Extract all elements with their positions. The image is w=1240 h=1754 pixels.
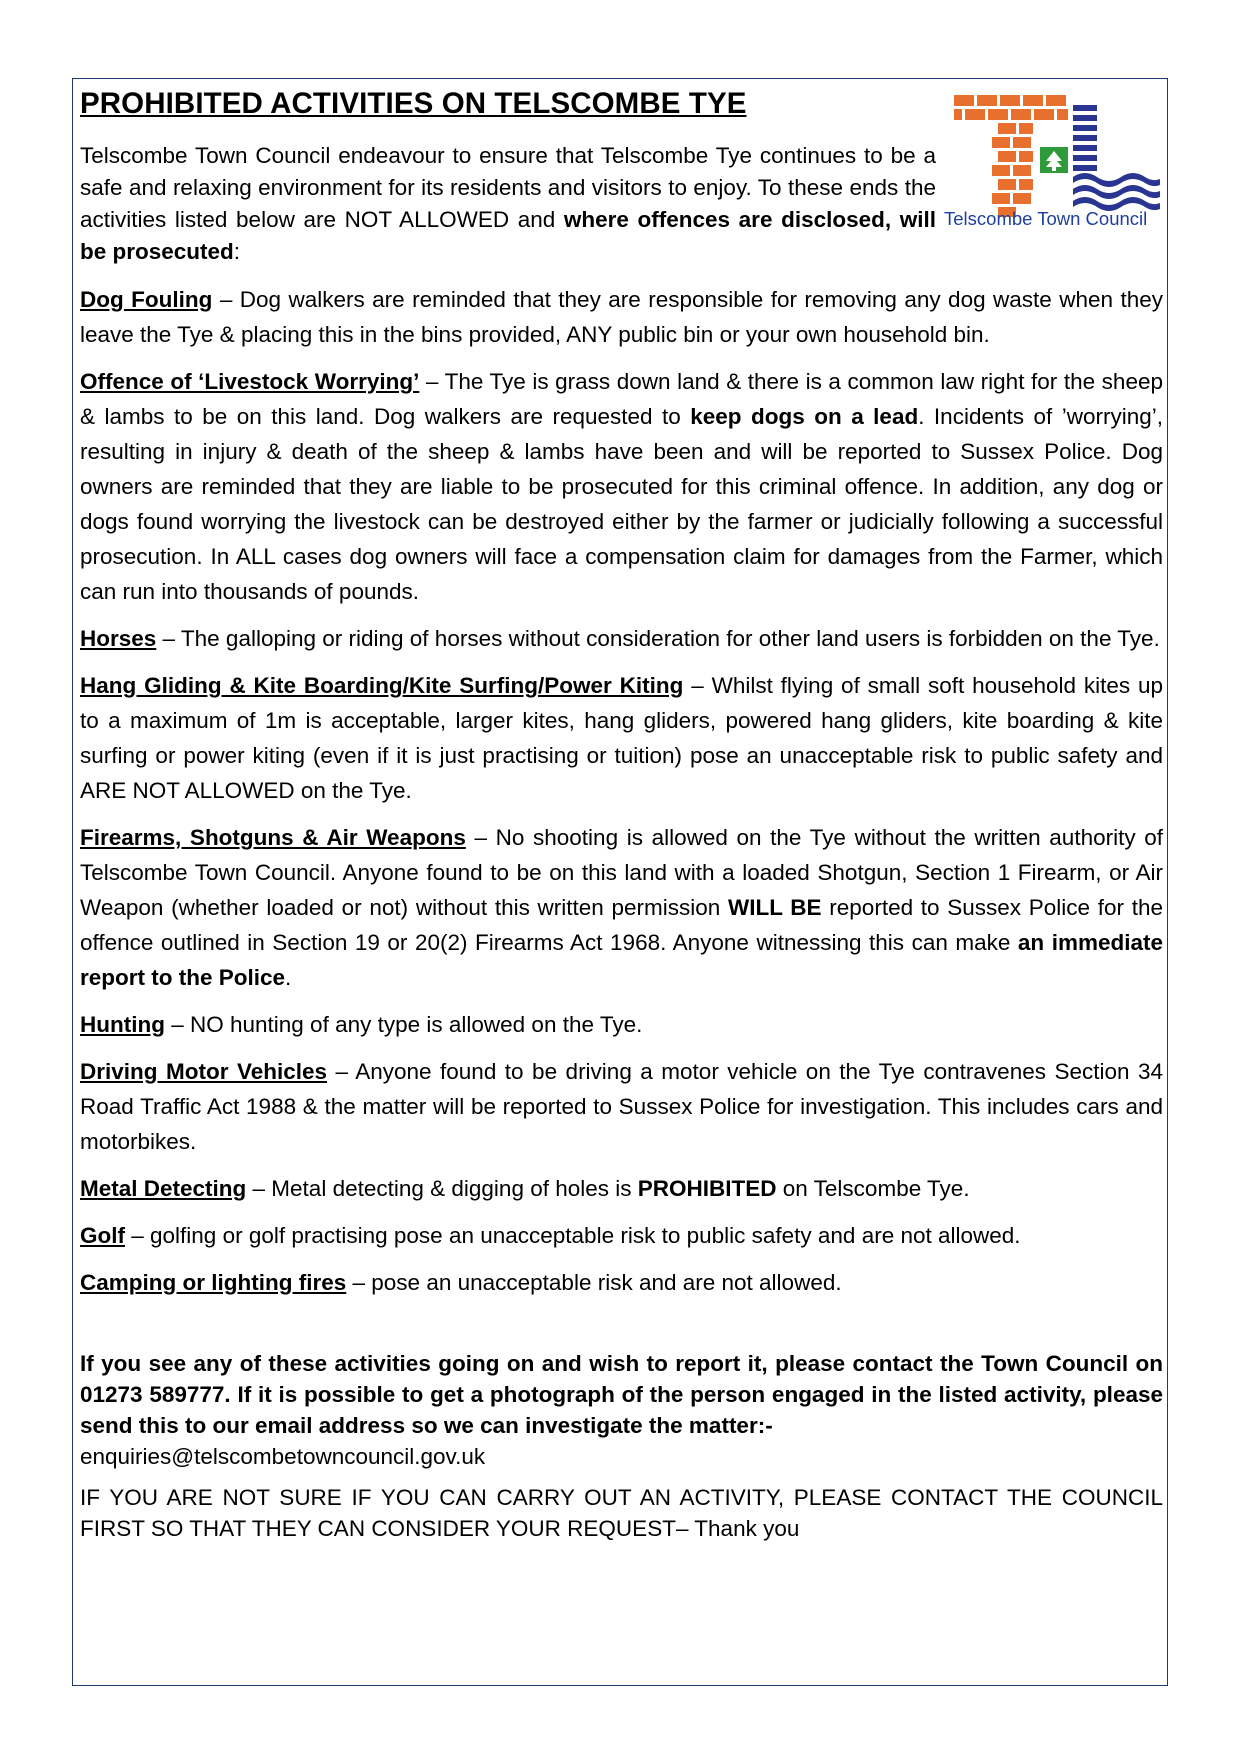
- section-text: – No shooting is allowed on the Tye without the written authority of Telscombe Town Council. Anyone found to be on this land with a loaded Shotgun, Section 1 Firearm, or Air Weapon (whether loaded or not) without this written permission: [80, 825, 1163, 920]
- section-bold: an immediate report to the Police: [80, 930, 1163, 990]
- section-heading: Driving Motor Vehicles: [80, 1059, 328, 1084]
- intro-bold: where offences are disclosed, will be prosecuted: [80, 207, 936, 264]
- section-text: – pose an unacceptable risk and are not allowed.: [346, 1270, 842, 1295]
- page-title: PROHIBITED ACTIVITIES ON TELSCOMBE TYE: [80, 87, 747, 120]
- section-text: – Anyone found to be driving a motor vehicle on the Tye contravenes Section 34 Road Traffic Act 1988 & the matter will be reported to Sussex Police for investigation. This includes cars and motorbikes.: [80, 1059, 1163, 1154]
- section-text: – golfing or golf practising pose an unacceptable risk to public safety and are not allowed.: [125, 1223, 1021, 1248]
- final-notice: IF YOU ARE NOT SURE IF YOU CAN CARRY OUT AN ACTIVITY, PLEASE CONTACT THE COUNCIL FIRST SO THAT THEY CAN CONSIDER YOUR REQUEST– Thank you: [80, 1485, 1163, 1541]
- section-heading: Hunting: [80, 1012, 165, 1037]
- section-text: – NO hunting of any type is allowed on the Tye.: [164, 1012, 643, 1037]
- section-heading: Hang Gliding & Kite Boarding/Kite Surfing/Power Kiting: [80, 673, 684, 698]
- section-text: – The Tye is grass down land & there is a common law right for the sheep & lambs to be on this land. Dog walkers are requested to: [80, 369, 1163, 429]
- intro-text: Telscombe Town Council endeavour to ensure that Telscombe Tye continues to be a safe and relaxing environment for its residents and visitors to enjoy. To these ends the activities listed below are NOT ALLOWED and: [80, 143, 936, 232]
- wave-l-icon: [1073, 105, 1160, 211]
- section-metal-detecting: [80, 1171, 1163, 1206]
- section-text: – Metal detecting & digging of holes is: [246, 1176, 638, 1201]
- section-heading: Horses: [80, 626, 157, 651]
- section-text: on Telscombe Tye.: [776, 1176, 970, 1201]
- section-bold: WILL BE: [728, 895, 822, 920]
- notice-content: [80, 82, 1163, 1544]
- section-text: – The galloping or riding of horses without consideration for other land users is forbidden on the Tye.: [156, 626, 1160, 651]
- email-address[interactable]: enquiries@telscombetowncouncil.gov.uk: [80, 1444, 486, 1469]
- section-text: – Dog walkers are reminded that they are responsible for removing any dog waste when they leave the Tye & placing this in the bins provided, ANY public bin or your own household bin.: [80, 287, 1163, 347]
- section-text: – Whilst flying of small soft household kites up to a maximum of 1m is acceptable, larger kites, hang gliders, powered hang gliders, kite boarding & kite surfing or power kiting (even if it is just practising or tuition) pose an unacceptable risk to public safety and ARE NOT ALLOWED on the Tye.: [80, 673, 1163, 803]
- section-golf: [80, 1218, 1163, 1253]
- contact-text: If you see any of these activities going on and wish to report it, please contact the Town Council on 01273 589777. If it is possible to get a photograph of the person engaged in the listed activity, please send this to our email address so we can investigate the matter:-: [80, 1351, 1163, 1438]
- section-heading: Offence of ‘Livestock Worrying’: [80, 369, 420, 394]
- section-heading: Firearms, Shotguns & Air Weapons: [80, 825, 466, 850]
- section-livestock-worrying: [80, 364, 1163, 609]
- section-hunting: [80, 1007, 1163, 1042]
- tree-icon: [1040, 147, 1068, 173]
- section-text: reported to Sussex Police for the offence outlined in Section 19 or 20(2) Firearms Act 1968. Anyone witnessing this can make: [80, 895, 1164, 955]
- logo-caption: Telscombe Town Council: [944, 208, 1148, 229]
- section-text: .: [285, 965, 292, 990]
- section-bold: PROHIBITED: [637, 1176, 777, 1201]
- section-horses: [80, 621, 1163, 656]
- section-driving: [80, 1054, 1163, 1159]
- intro-paragraph: [80, 140, 936, 268]
- section-firearms: [80, 820, 1163, 995]
- section-heading: Metal Detecting: [80, 1176, 247, 1201]
- intro-end: :: [233, 239, 241, 264]
- section-kites: [80, 668, 1163, 808]
- section-heading: Camping or lighting fires: [80, 1270, 347, 1295]
- section-heading: Golf: [80, 1223, 125, 1248]
- section-dog-fouling: [80, 282, 1163, 352]
- contact-paragraph: [80, 1348, 1163, 1472]
- section-camping: [80, 1265, 1163, 1300]
- section-heading: Dog Fouling: [80, 287, 213, 312]
- section-text: . Incidents of ’worrying’, resulting in injury & death of the sheep & lambs have been and will be reported to Sussex Police. Dog owners are reminded that they are liable to be prosecuted for this criminal offence. In addition, any dog or dogs found worrying the livestock can be destroyed either by the farmer or judicially following a successful prosecution. In ALL cases dog owners will face a compensation claim for damages from the Farmer, which can run into thousands of pounds.: [80, 404, 1163, 604]
- section-bold: keep dogs on a lead: [690, 404, 919, 429]
